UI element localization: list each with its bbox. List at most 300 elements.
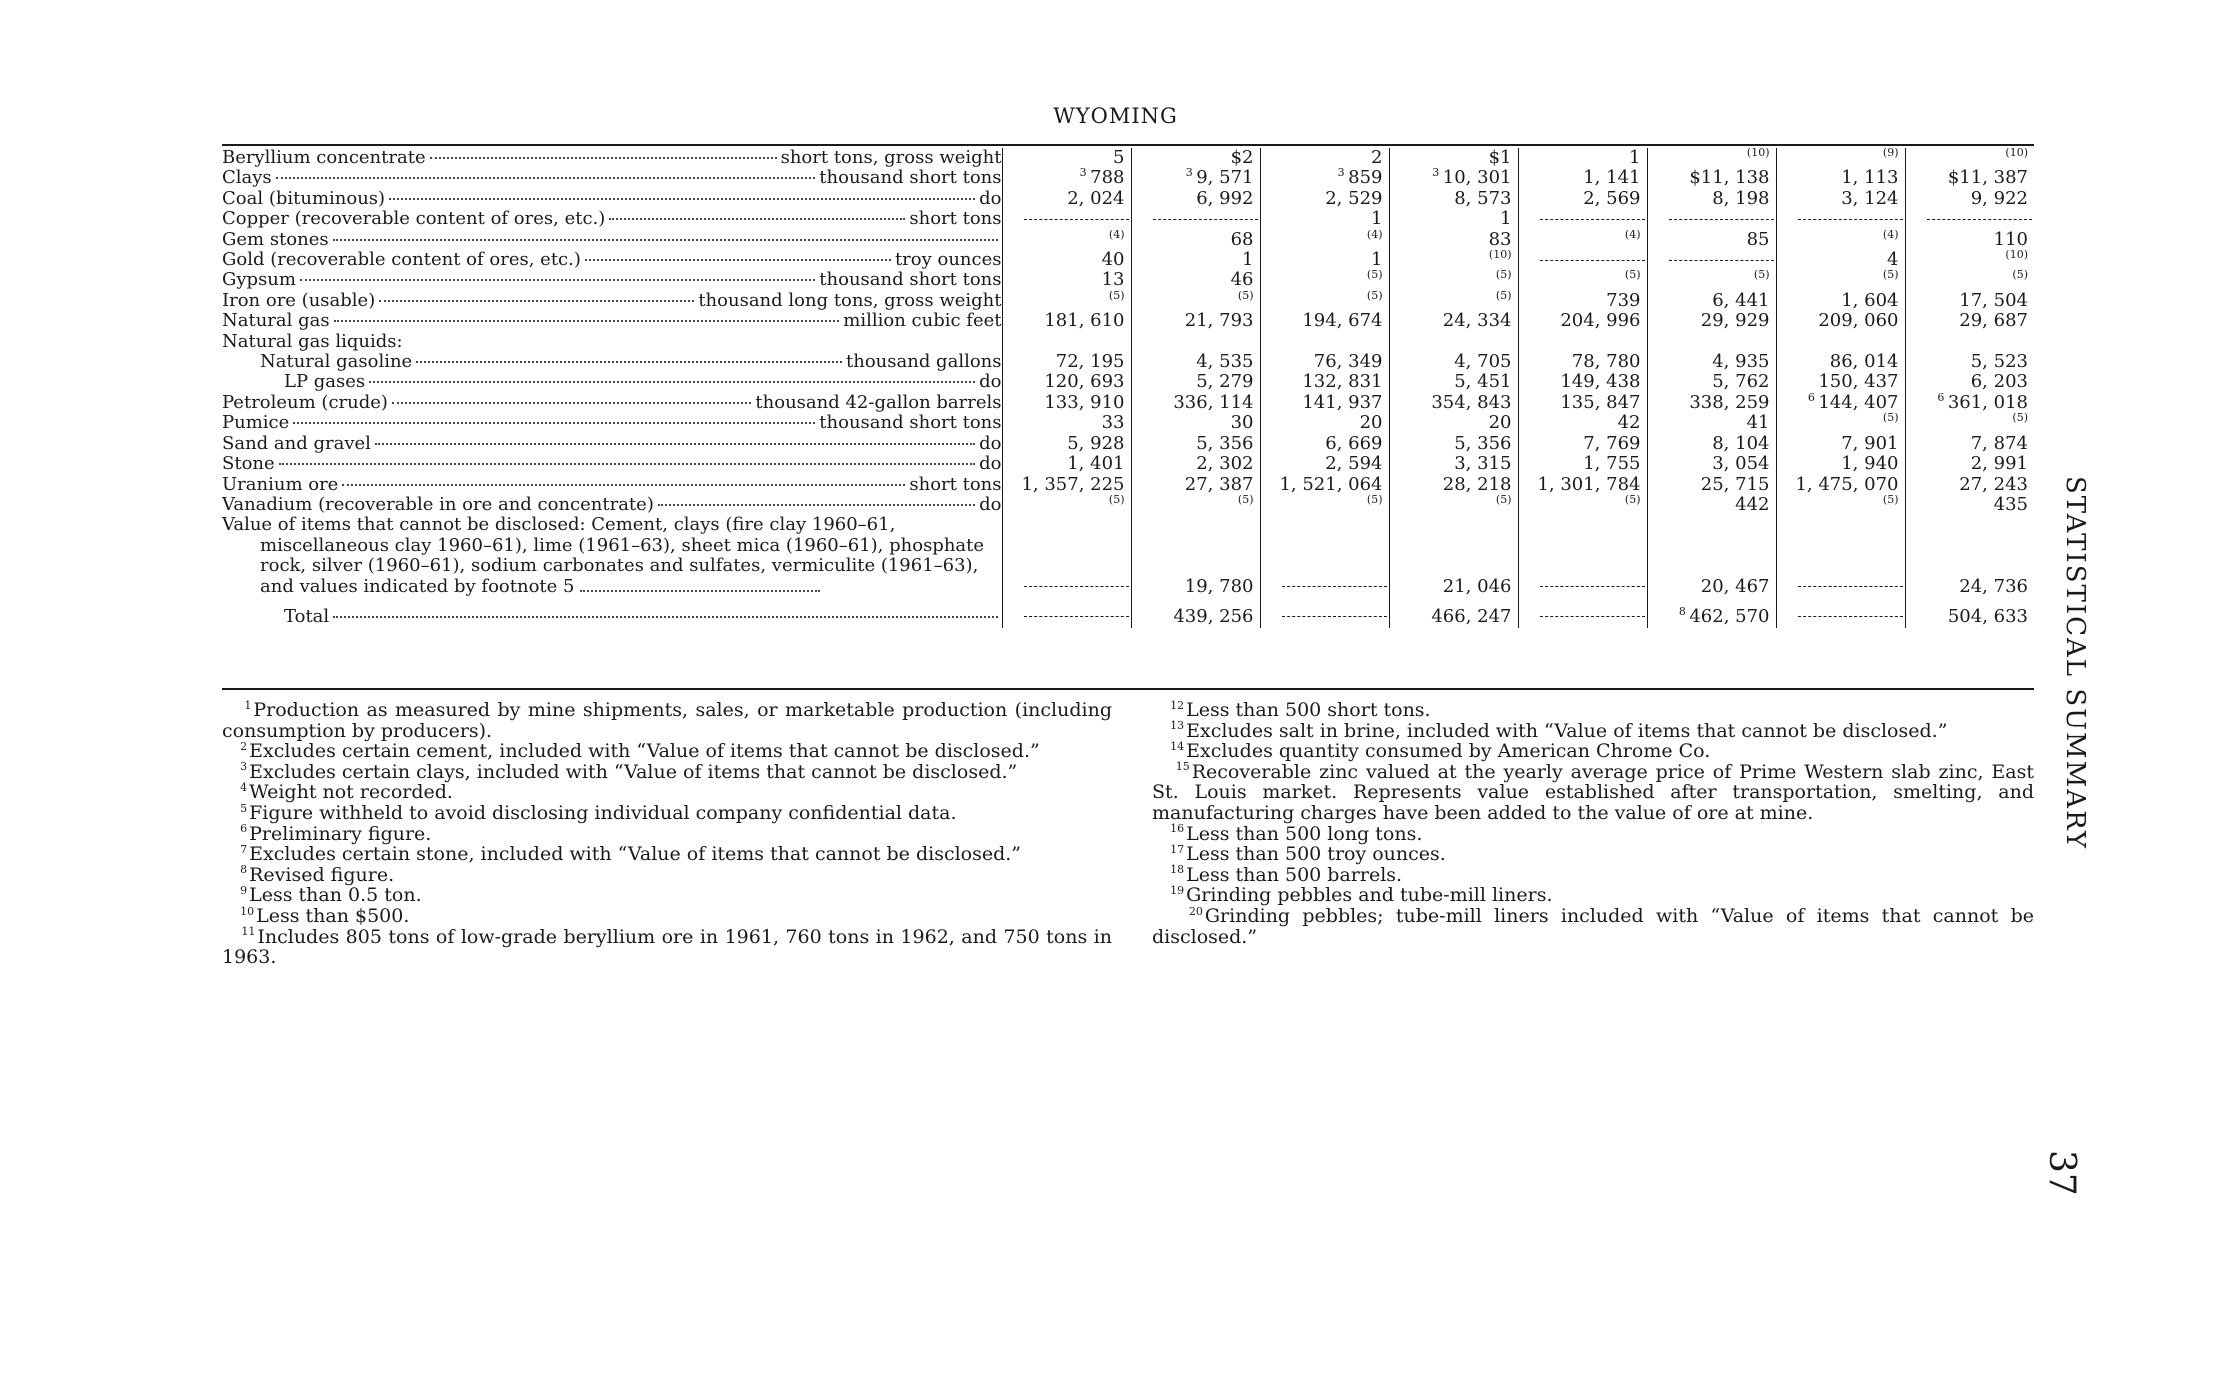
- value-number: 3, 315: [1454, 454, 1512, 475]
- footnote-ref-number: 5: [1242, 494, 1250, 506]
- value-cell: [1905, 332, 2034, 352]
- table-row: [222, 332, 2034, 352]
- footnote-ref-number: 5: [2016, 270, 2024, 282]
- footnotes-left: [222, 700, 1112, 968]
- table-row: [222, 413, 2034, 433]
- footnote-ref: [1808, 393, 1819, 404]
- footnote: [222, 885, 1112, 906]
- value-cell: [1131, 168, 1260, 188]
- value-number: 6, 203: [1970, 372, 2028, 393]
- row-unit: thousand 42-gallon barrels: [755, 392, 1002, 413]
- row-label-cell: [222, 495, 1002, 515]
- value-cell: [1002, 189, 1131, 209]
- row-label: Clays: [222, 168, 272, 189]
- value-cell: [1647, 291, 1776, 311]
- value-cell: [1131, 372, 1260, 392]
- value-number: 204, 996: [1560, 311, 1641, 332]
- value-cell: [1647, 189, 1776, 209]
- footnote-number: 17: [1170, 842, 1185, 856]
- footnote: [1152, 865, 2034, 886]
- value-number: 2, 302: [1196, 454, 1254, 475]
- value-cell: [1131, 250, 1260, 270]
- footnote-ref-number: 5: [2016, 413, 2024, 425]
- dash-placeholder: [1798, 219, 1903, 220]
- dash-placeholder: [1024, 219, 1129, 220]
- value-number: 85: [1746, 229, 1770, 250]
- footnote-ref-number: 5: [1371, 494, 1379, 506]
- footnote-ref-number: 4: [1887, 229, 1895, 241]
- row-label-cell: [222, 189, 1002, 209]
- value-number: 1: [1371, 209, 1383, 230]
- row-label: Gold (recoverable content of ores, etc.): [222, 250, 581, 271]
- value-number: 21, 793: [1184, 311, 1254, 332]
- footnote-ref-number: 5: [1242, 290, 1250, 302]
- value-number: 9, 922: [1970, 188, 2028, 209]
- footnote-ref: (10): [1746, 148, 1770, 159]
- row-unit: do: [979, 188, 1002, 209]
- value-cell: [1389, 372, 1518, 392]
- value-number: 42: [1617, 413, 1641, 434]
- value-number: 4, 705: [1454, 352, 1512, 373]
- value-cell: [1647, 372, 1776, 392]
- value-number: 5, 356: [1196, 433, 1254, 454]
- value-number: 25, 715: [1700, 474, 1770, 495]
- footnote-number: 6: [240, 822, 248, 836]
- value-cell: [1389, 352, 1518, 372]
- value-number: 6, 992: [1196, 188, 1254, 209]
- row-label: Iron ore (usable): [222, 290, 376, 311]
- value-cell: [1389, 250, 1518, 270]
- footnote-ref: (5): [2012, 270, 2028, 282]
- value-number: 24, 736: [1959, 575, 2028, 597]
- leader-dots: [342, 484, 905, 486]
- value-cell: [1131, 270, 1260, 290]
- value-number: 6, 669: [1325, 433, 1383, 454]
- row-label-cell: [222, 332, 1002, 352]
- footnote-ref: (5): [1366, 270, 1383, 282]
- value-cell: [1776, 250, 1905, 270]
- value-cell: [1002, 230, 1131, 250]
- footnote-ref-number: 10: [1751, 148, 1766, 159]
- footnote-text: Less than 0.5 ton.: [249, 884, 422, 907]
- row-label: Total: [284, 605, 330, 627]
- value-number: 1, 141: [1583, 168, 1641, 189]
- value-cell: [1131, 209, 1260, 229]
- value-cell: [1776, 475, 1905, 495]
- footnote-number: 13: [1170, 719, 1185, 733]
- value-cell: [1002, 393, 1131, 413]
- value-cell: [1389, 189, 1518, 209]
- value-cell: [1131, 600, 1260, 628]
- value-cell: [1260, 189, 1389, 209]
- footnote-text: Less than 500 long tons.: [1186, 822, 1423, 845]
- value-number: 4: [1887, 250, 1899, 271]
- leader-dots: [369, 381, 975, 383]
- dash-placeholder: [1153, 219, 1258, 220]
- value-number: 5, 762: [1712, 372, 1770, 393]
- value-cell: [1647, 250, 1776, 270]
- footnote-ref: (4): [1108, 229, 1125, 241]
- table-row: [222, 250, 2034, 270]
- footnote-text: Excludes certain stone, included with “Value of items that cannot be disclosed.”: [249, 843, 1022, 866]
- value-cell: [1002, 515, 1131, 600]
- value-cell: [1776, 189, 1905, 209]
- leader-dots: [300, 279, 815, 281]
- footnote-number: 4: [240, 781, 248, 795]
- value-cell: [1002, 352, 1131, 372]
- value-cell: [1518, 495, 1647, 515]
- footnote-ref-number: 5: [1500, 290, 1508, 302]
- value-cell: [1131, 291, 1260, 311]
- row-label-cell: [222, 475, 1002, 495]
- value-number: 1: [1500, 209, 1512, 230]
- value-cell: [1518, 352, 1647, 372]
- value-cell: [1131, 352, 1260, 372]
- footnote-ref: (5): [1495, 290, 1512, 302]
- leader-dots: [389, 198, 975, 200]
- value-number: 2, 594: [1325, 454, 1383, 475]
- footnote: [1152, 824, 2034, 845]
- footnote-text: Less than 500 troy ounces.: [1186, 843, 1446, 866]
- row-unit: do: [979, 372, 1002, 393]
- value-cell: [1002, 168, 1131, 188]
- footnote-number: 1: [244, 698, 252, 712]
- value-number: 194, 674: [1302, 311, 1383, 332]
- side-title-text: STATISTICAL SUMMARY: [2060, 476, 2090, 851]
- value-cell: [1002, 475, 1131, 495]
- footnote-number: 19: [1170, 884, 1185, 898]
- value-cell: [1260, 475, 1389, 495]
- value-number: 2, 991: [1970, 454, 2028, 475]
- row-label: Copper (recoverable content of ores, etc.): [222, 209, 606, 230]
- row-label: LP gases: [284, 372, 366, 393]
- value-cell: [1389, 332, 1518, 352]
- value-number: 28, 218: [1442, 474, 1512, 495]
- value-cell: [1905, 413, 2034, 433]
- value-number: 27, 243: [1959, 474, 2028, 495]
- footnote-ref-number: 5: [1887, 494, 1895, 506]
- value-cell: [1260, 311, 1389, 331]
- footnote-text: Recoverable zinc valued at the yearly average price of Prime Western slab zinc, East St. Louis market. Represents value established after transportation, smelting, and manufacturing charges have been added to the value of ore at mine.: [1152, 760, 2034, 824]
- value-cell: [1260, 393, 1389, 413]
- value-cell: [1905, 291, 2034, 311]
- row-label-cell: [222, 372, 1002, 392]
- footnote-ref: (5): [2012, 413, 2028, 425]
- row-label-cell: [222, 209, 1002, 229]
- value-cell: [1002, 311, 1131, 331]
- footnote-ref-number: 10: [2009, 148, 2024, 159]
- value-cell: [1389, 311, 1518, 331]
- footnote-ref-number: 4: [1113, 229, 1121, 241]
- footnote-ref: [1432, 168, 1443, 179]
- page-title: WYOMING: [1053, 104, 1178, 128]
- value-cell: [1518, 291, 1647, 311]
- row-label-cell: [222, 148, 1002, 168]
- value-cell: [1905, 311, 2034, 331]
- value-number: 46: [1230, 270, 1254, 291]
- value-number: 3, 124: [1841, 188, 1899, 209]
- value-number: 10, 301: [1442, 168, 1512, 189]
- footnote-ref-number: 5: [1629, 494, 1637, 506]
- value-cell: [1131, 413, 1260, 433]
- value-cell: [1389, 209, 1518, 229]
- row-label-cell: [222, 270, 1002, 290]
- value-number: $11, 387: [1947, 168, 2028, 189]
- footnote: [222, 824, 1112, 845]
- footnote-text: Less than $500.: [256, 904, 410, 927]
- value-cell: [1131, 230, 1260, 250]
- footnote-number: 10: [240, 904, 255, 918]
- value-cell: [1131, 311, 1260, 331]
- value-cell: [1647, 600, 1776, 628]
- value-cell: [1002, 250, 1131, 270]
- value-number: 2: [1371, 148, 1383, 168]
- value-cell: [1131, 434, 1260, 454]
- value-number: 181, 610: [1044, 311, 1125, 332]
- value-number: 336, 114: [1173, 392, 1254, 413]
- footnote-ref: [1186, 168, 1197, 179]
- footnote-ref: (5): [1753, 270, 1770, 282]
- footnote-text: Excludes quantity consumed by American Chrome Co.: [1186, 740, 1711, 763]
- table-row: [222, 168, 2034, 188]
- footnote-ref-number: 3: [1185, 168, 1193, 180]
- table-bottom-rule: [222, 688, 2034, 690]
- value-cell: [1905, 475, 2034, 495]
- row-unit: troy ounces: [894, 250, 1002, 271]
- table-row: [222, 352, 2034, 372]
- value-number: 76, 349: [1313, 352, 1383, 373]
- value-cell: [1905, 250, 2034, 270]
- footnote-text: Less than 500 short tons.: [1186, 699, 1431, 721]
- value-cell: [1389, 393, 1518, 413]
- row-label: Beryllium concentrate: [222, 148, 426, 168]
- footnote-ref-number: 3: [1432, 168, 1440, 180]
- value-cell: [1647, 311, 1776, 331]
- footnote-ref: (5): [1237, 290, 1254, 302]
- footnote: [1152, 741, 2034, 762]
- footnote-ref: [1080, 168, 1091, 179]
- row-label: Pumice: [222, 413, 290, 434]
- value-number: 41: [1746, 413, 1770, 434]
- footnote: [222, 906, 1112, 927]
- table-row: [222, 515, 2034, 600]
- value-number: 86, 014: [1829, 352, 1899, 373]
- value-cell: [1647, 270, 1776, 290]
- value-cell: [1905, 352, 2034, 372]
- value-number: 19, 780: [1184, 575, 1254, 597]
- value-number: 120, 693: [1044, 372, 1125, 393]
- table-row: [222, 372, 2034, 392]
- footnote: [1152, 721, 2034, 742]
- value-cell: [1131, 495, 1260, 515]
- value-number: 21, 046: [1442, 575, 1512, 597]
- footnote-ref: (5): [1624, 270, 1641, 282]
- dash-placeholder: [1540, 219, 1645, 220]
- footnote-ref-number: 6: [1807, 392, 1815, 404]
- value-number: 5, 523: [1970, 352, 2028, 373]
- value-number: 132, 831: [1302, 372, 1383, 393]
- footnote-ref-number: 5: [1500, 494, 1508, 506]
- table-row: [222, 189, 2034, 209]
- value-cell: [1518, 168, 1647, 188]
- row-label-cell: [222, 515, 1002, 600]
- value-cell: [1518, 454, 1647, 474]
- leader-dots: [293, 422, 815, 424]
- footnote-ref: [1338, 168, 1349, 179]
- footnote: [1152, 700, 2034, 721]
- value-cell: [1260, 270, 1389, 290]
- value-cell: [1389, 230, 1518, 250]
- value-cell: [1647, 475, 1776, 495]
- value-number: 1: [1629, 148, 1641, 168]
- table-row: [222, 148, 2034, 168]
- dash-placeholder: [1024, 586, 1129, 587]
- row-unit: thousand short tons: [819, 168, 1002, 189]
- value-number: 68: [1230, 229, 1254, 250]
- value-cell: [1389, 495, 1518, 515]
- footnote-ref: (5): [1108, 494, 1125, 506]
- value-cell: [1002, 454, 1131, 474]
- footnote-text: Preliminary figure.: [249, 822, 432, 845]
- value-cell: [1260, 209, 1389, 229]
- footnote-text: Revised figure.: [249, 863, 395, 886]
- leader-dots: [585, 259, 891, 261]
- value-cell: [1776, 209, 1905, 229]
- value-cell: [1776, 434, 1905, 454]
- value-cell: [1647, 332, 1776, 352]
- footnote-ref: (10): [2005, 250, 2028, 262]
- value-cell: [1518, 332, 1647, 352]
- footnote-ref-number: 10: [2009, 250, 2024, 262]
- footnote-text: Weight not recorded.: [249, 781, 453, 804]
- value-number: 83: [1488, 229, 1512, 250]
- value-cell: [1131, 189, 1260, 209]
- table-row: [222, 454, 2034, 474]
- row-unit: thousand long tons, gross weight: [698, 290, 1002, 311]
- row-label-cell: [222, 600, 1002, 628]
- footnote: [222, 782, 1112, 803]
- value-cell: [1776, 413, 1905, 433]
- footnote-ref-number: 5: [1500, 270, 1508, 282]
- row-label-cell: [222, 168, 1002, 188]
- row-label: Gypsum: [222, 270, 296, 291]
- value-cell: [1389, 454, 1518, 474]
- value-number: 30: [1230, 413, 1254, 434]
- value-number: 1, 475, 070: [1795, 474, 1899, 495]
- value-number: 1, 357, 225: [1021, 474, 1125, 495]
- value-number: 2, 529: [1325, 188, 1383, 209]
- value-cell: [1518, 250, 1647, 270]
- value-number: 150, 437: [1818, 372, 1899, 393]
- leader-dots: [276, 177, 816, 179]
- value-number: 3, 054: [1712, 454, 1770, 475]
- value-number: 739: [1606, 290, 1641, 311]
- value-cell: [1776, 168, 1905, 188]
- footnote-text: Includes 805 tons of low-grade beryllium ore in 1961, 760 tons in 1962, and 750 tons in 1963.: [222, 925, 1112, 969]
- value-cell: [1776, 454, 1905, 474]
- leader-dots: [416, 361, 842, 363]
- value-number: 2, 024: [1067, 188, 1125, 209]
- footnote-ref: (4): [1882, 229, 1899, 241]
- footnote-ref-number: 4: [1371, 229, 1379, 241]
- value-number: 78, 780: [1571, 352, 1641, 373]
- value-number: 209, 060: [1818, 311, 1899, 332]
- row-label: Natural gasoline: [260, 352, 413, 373]
- footnote-ref: (10): [1488, 250, 1512, 262]
- value-cell: [1518, 230, 1647, 250]
- row-label-cell: [222, 434, 1002, 454]
- row-label: Natural gas liquids:: [222, 331, 403, 352]
- value-number: 110: [1993, 229, 2028, 250]
- footnote-ref: (5): [1237, 494, 1254, 506]
- footnote-ref-number: 5: [1371, 290, 1379, 302]
- row-unit: do: [979, 454, 1002, 475]
- value-cell: [1776, 515, 1905, 600]
- footnote-ref: (9): [1882, 148, 1899, 159]
- value-number: 466, 247: [1431, 605, 1512, 627]
- footnote-number: 3: [240, 760, 248, 774]
- dash-placeholder: [1282, 616, 1387, 617]
- value-cell: [1647, 168, 1776, 188]
- value-cell: [1260, 515, 1389, 600]
- dash-placeholder: [1540, 616, 1645, 617]
- value-cell: [1776, 148, 1905, 168]
- value-number: 7, 901: [1841, 433, 1899, 454]
- dash-placeholder: [1282, 586, 1387, 587]
- value-number: 5, 451: [1454, 372, 1512, 393]
- value-cell: [1002, 270, 1131, 290]
- dash-placeholder: [1024, 616, 1129, 617]
- value-cell: [1905, 495, 2034, 515]
- row-unit: do: [979, 433, 1002, 454]
- table-row: [222, 495, 2034, 515]
- footnote-ref-number: 3: [1079, 168, 1087, 180]
- footnote-ref: (5): [1882, 413, 1899, 425]
- footnote-ref: (10): [2005, 148, 2028, 159]
- value-number: 133, 910: [1044, 392, 1125, 413]
- footnote-number: 18: [1170, 863, 1185, 877]
- footnote-ref: [1679, 605, 1690, 618]
- value-cell: [1389, 270, 1518, 290]
- footnote-ref-number: 5: [1371, 270, 1379, 282]
- footnote-ref-number: 8: [1678, 604, 1686, 618]
- row-label-cell: [222, 291, 1002, 311]
- value-number: 435: [1993, 494, 2028, 515]
- value-number: 13: [1101, 270, 1125, 291]
- value-cell: [1905, 372, 2034, 392]
- footnote-number: 14: [1170, 739, 1185, 753]
- dash-placeholder: [1669, 260, 1774, 261]
- footnote-text: Excludes certain cement, included with “Value of items that cannot be disclosed.”: [249, 740, 1040, 763]
- value-cell: [1776, 230, 1905, 250]
- value-number: 8, 104: [1712, 433, 1770, 454]
- footnote-ref-number: 5: [1887, 270, 1895, 282]
- footnote: [222, 700, 1112, 741]
- footnote-number: 20: [1188, 904, 1203, 918]
- value-number: 354, 843: [1431, 392, 1512, 413]
- row-unit: million cubic feet: [843, 311, 1002, 332]
- value-number: 144, 407: [1818, 392, 1899, 413]
- footnote: [222, 844, 1112, 865]
- value-cell: [1389, 515, 1518, 600]
- value-number: 1, 301, 784: [1537, 474, 1641, 495]
- value-cell: [1002, 495, 1131, 515]
- value-number: 7, 874: [1970, 433, 2028, 454]
- table-row: [222, 270, 2034, 290]
- value-cell: [1002, 372, 1131, 392]
- value-number: 7, 769: [1583, 433, 1641, 454]
- table-body: [222, 148, 2034, 628]
